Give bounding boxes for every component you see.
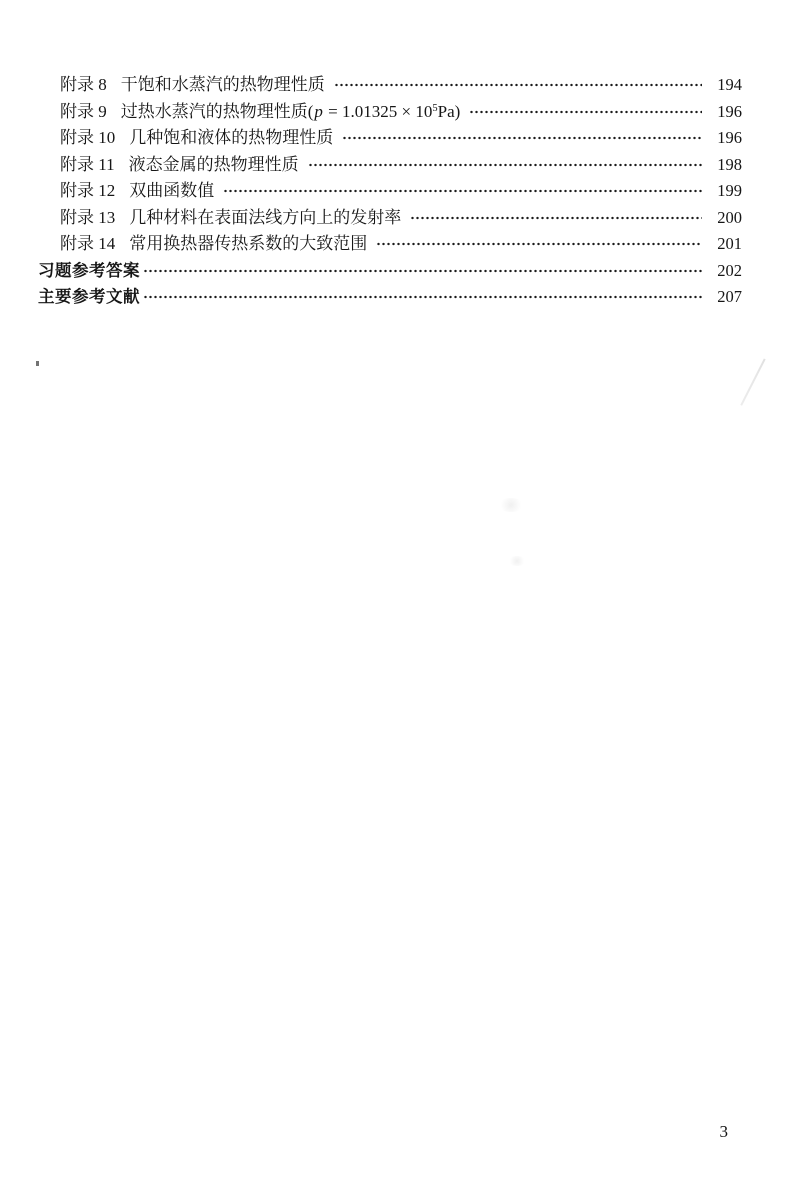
toc-entry-title: 双曲函数值 — [129, 181, 215, 200]
toc-entry-title-pre: 过热水蒸汽的热物理性质( — [120, 101, 314, 121]
scan-scratch — [740, 358, 765, 405]
toc-entry-label: 附录 11 — [60, 154, 115, 174]
toc-entry — [38, 231, 742, 258]
toc-entry-page: 196 — [717, 101, 742, 121]
toc-entry-title: 习题参考答案 — [38, 261, 140, 280]
toc-entry-title: 主要参考文献 — [38, 288, 140, 306]
toc-entry-page: 199 — [717, 181, 742, 200]
pressure-variable: p — [314, 101, 323, 121]
dot-leader — [334, 78, 702, 92]
toc-entry-title — [121, 99, 461, 126]
dot-leader — [342, 131, 702, 145]
dot-leader — [143, 264, 702, 278]
dot-leader — [143, 290, 702, 304]
scan-speck — [36, 361, 39, 366]
toc-entry-title: 常用换热器传热系数的大致范围 — [129, 234, 368, 253]
scan-smudge — [498, 498, 524, 512]
toc-entry — [38, 99, 742, 126]
toc-entry — [38, 205, 742, 232]
toc-entry-title: 干饱和水蒸汽的热物理性质 — [120, 75, 325, 94]
toc-entry-title-post: Pa) — [437, 101, 461, 121]
toc-entry-page: 207 — [717, 287, 742, 306]
toc-entry-page: 202 — [717, 260, 742, 280]
toc-entry-title-mid: = 1.01325 × 10 — [323, 101, 433, 121]
toc-entry-page: 198 — [717, 154, 742, 174]
toc-entry-page: 194 — [717, 75, 742, 94]
toc-entry-label: 附录 10 — [60, 128, 116, 147]
dot-leader — [223, 184, 702, 198]
toc-entry-references — [38, 284, 742, 311]
toc-entry-title: 几种材料在表面法线方向上的发射率 — [129, 207, 402, 227]
toc-entry — [38, 178, 742, 205]
page-number: 3 — [719, 1122, 728, 1141]
toc-entry-label: 附录 9 — [60, 101, 107, 121]
toc-entry-page: 201 — [717, 234, 742, 253]
toc-entry-answers — [38, 258, 742, 285]
toc-entry-label: 附录 14 — [60, 234, 116, 253]
toc-entry — [38, 125, 742, 152]
toc-entry — [38, 72, 742, 99]
toc-entry — [38, 152, 742, 179]
toc-list — [38, 72, 742, 311]
dot-leader — [308, 158, 702, 172]
toc-entry-label: 附录 8 — [60, 75, 107, 94]
exponent: 5 — [432, 102, 438, 114]
toc-entry-title: 液态金属的热物理性质 — [128, 154, 299, 174]
dot-leader — [376, 237, 702, 251]
toc-entry-page: 196 — [717, 128, 742, 147]
dot-leader — [410, 211, 702, 225]
toc-entry-title: 几种饱和液体的热物理性质 — [129, 128, 334, 147]
toc-entry-label: 附录 13 — [60, 207, 116, 227]
scan-smudge — [508, 556, 526, 566]
toc-entry-page: 200 — [717, 207, 742, 227]
toc-entry-label: 附录 12 — [60, 181, 116, 200]
dot-leader — [469, 105, 702, 119]
